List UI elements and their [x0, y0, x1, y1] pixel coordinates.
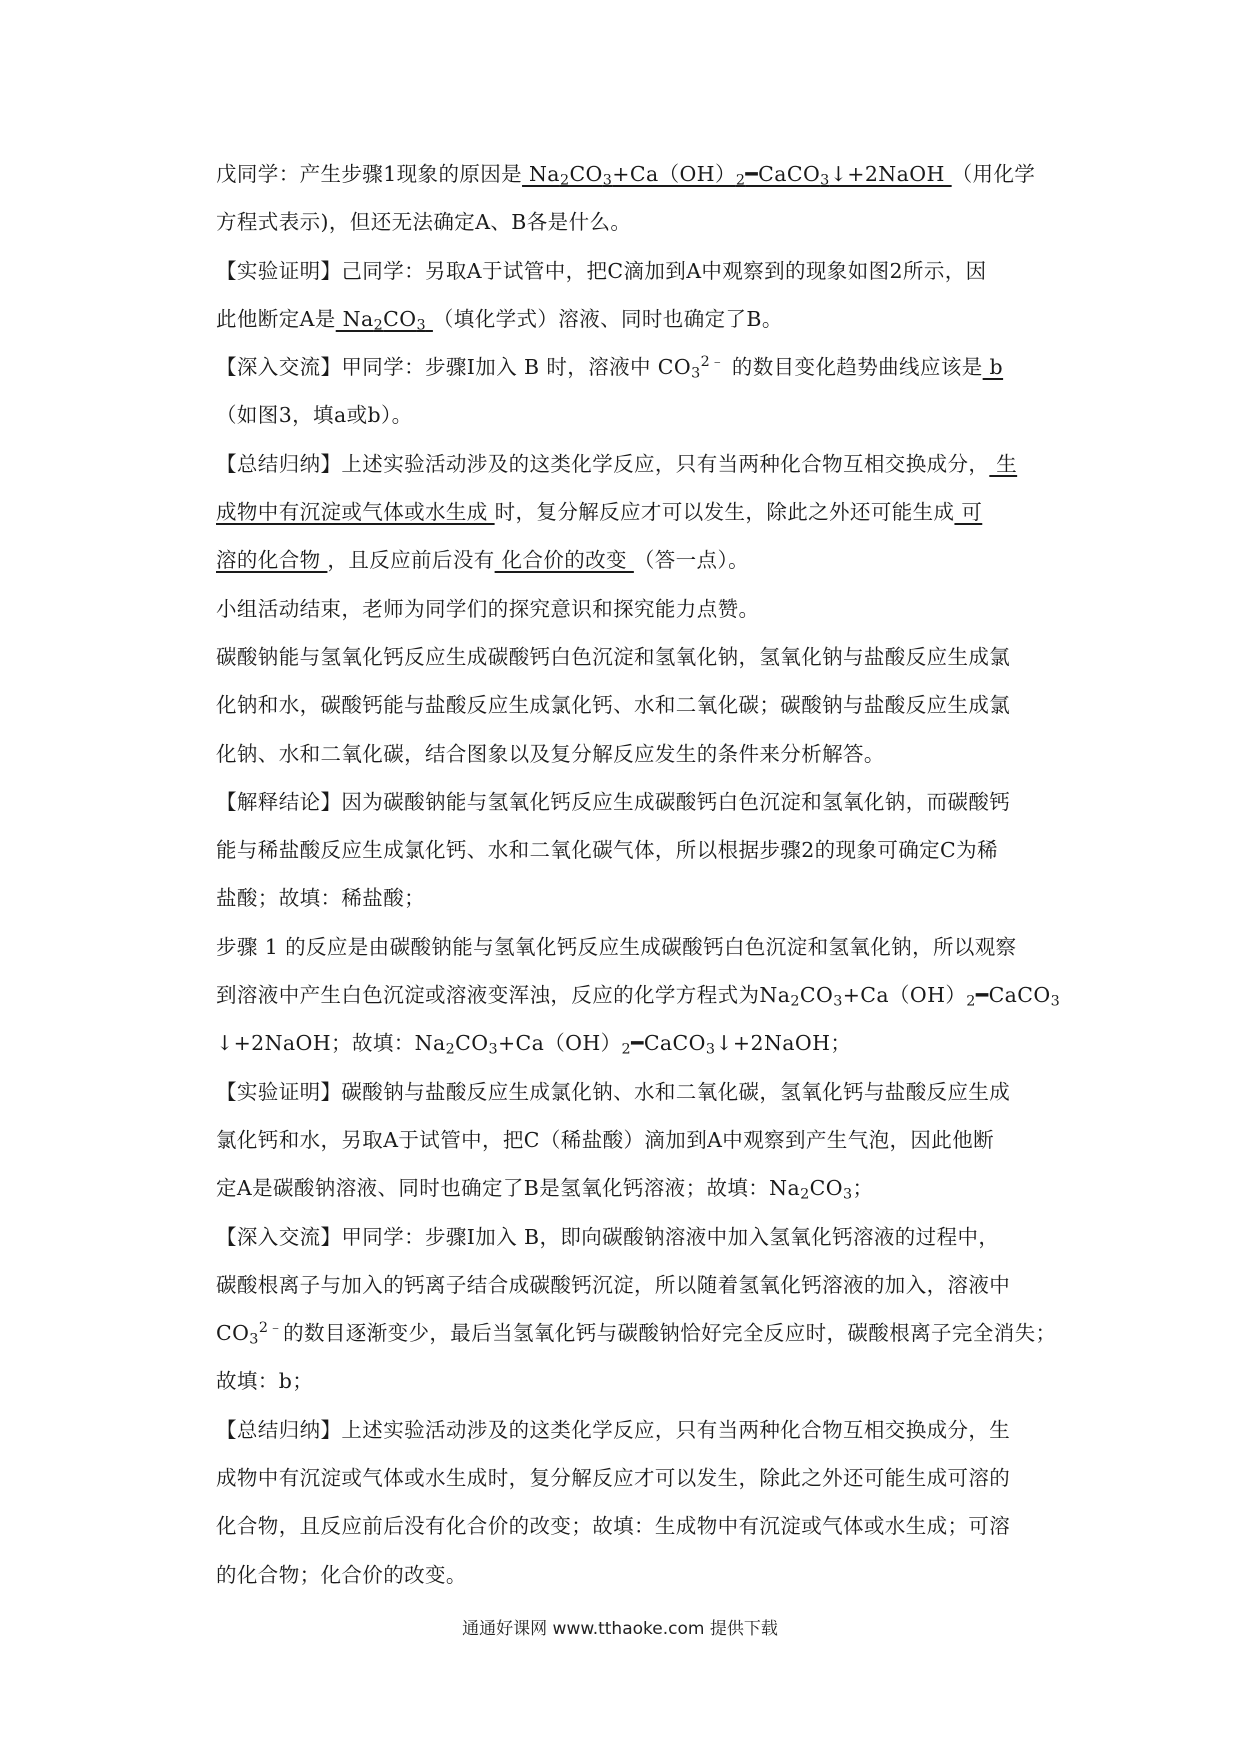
text-line	[216, 150, 1046, 198]
subscript: 3	[602, 172, 613, 189]
text-line	[216, 1357, 1046, 1405]
text-line	[216, 1454, 1046, 1502]
text-segment: 【解释结论】因为碳酸钠能与氢氧化钙反应生成碳酸钙白色沉淀和氢氧化钠，而碳酸钙	[216, 789, 1011, 814]
subscript: 3	[691, 365, 701, 382]
text-line	[216, 923, 1046, 971]
text-segment: ━CaCO	[631, 1031, 706, 1056]
subscript: 2	[966, 993, 976, 1010]
text-line	[216, 585, 1046, 633]
text-segment: 戊同学：产生步骤1现象的原因是	[216, 162, 523, 186]
text-line	[216, 1261, 1046, 1309]
text-line	[216, 1019, 1046, 1067]
subscript: 2	[445, 1041, 456, 1058]
text-segment: CO	[455, 1031, 489, 1056]
text-segment: 碳酸根离子与加入的钙离子结合成碳酸钙沉淀，所以随着氢氧化钙溶液的加入，溶液中	[216, 1272, 1011, 1297]
text-segment: 碳酸钠能与氢氧化钙反应生成碳酸钙白色沉淀和氢氧化钠，氢氧化钠与盐酸反应生成氯	[216, 644, 1011, 669]
text-line	[216, 1116, 1046, 1164]
text-line	[216, 681, 1046, 729]
subscript: 3	[1050, 993, 1061, 1010]
subscript: 2	[790, 993, 800, 1010]
text-segment: 时，复分解反应才可以发生，除此之外还可能生成	[494, 500, 955, 525]
text-segment	[426, 307, 433, 331]
text-line	[216, 1213, 1046, 1261]
text-line	[216, 198, 1046, 246]
text-line	[216, 971, 1061, 1019]
text-segment: CO	[383, 306, 417, 331]
subscript: 3	[842, 1186, 853, 1203]
text-segment: Na	[335, 306, 374, 331]
text-segment: 定A是碳酸钠溶液、同时也确定了B是氢氧化钙溶液；故填：Na	[216, 1176, 801, 1201]
subscript: 2	[800, 1186, 810, 1203]
text-line	[216, 247, 1046, 295]
text-line	[216, 440, 1046, 488]
text-segment: （如图3，填a或b）。	[216, 403, 413, 428]
text-segment: 【总结归纳】上述实验活动涉及的这类化学反应，只有当两种化合物互相交换成分，生	[216, 1417, 1011, 1442]
text-segment: CO	[809, 1176, 843, 1201]
text-line	[216, 1309, 1057, 1357]
text-segment: 成物中有沉淀或气体或水生成时，复分解反应才可以发生，除此之外还可能生成可溶的	[216, 1466, 1011, 1491]
answer-blank: 成物中有沉淀或气体或水生成	[216, 500, 495, 525]
text-segment: 此他断定A是	[216, 306, 336, 331]
text-segment: 故填：b；	[216, 1369, 314, 1394]
text-segment: Na	[522, 162, 560, 186]
text-line	[216, 343, 1046, 391]
text-segment: 【实验证明】己同学：另取A于试管中，把C滴加到A中观察到的现象如图2所示，因	[216, 258, 987, 283]
subscript: 3	[488, 1041, 498, 1058]
subscript: 3	[833, 993, 843, 1010]
text-line	[216, 295, 1046, 343]
text-segment: 方程式表示)，但还无法确定A、B各是什么。	[216, 210, 632, 235]
text-segment: 盐酸；故填：稀盐酸；	[216, 886, 425, 911]
text-line	[216, 1068, 1046, 1116]
answer-blank: 化合价的改变	[494, 548, 634, 573]
answer-blank: 溶的化合物	[216, 548, 328, 573]
answer-blank: b	[982, 355, 1004, 380]
text-segment: 的数目变化趋势曲线应该是	[724, 355, 983, 380]
text-segment: +Ca（OH）	[612, 162, 736, 186]
subscript: 2	[621, 1041, 632, 1058]
text-segment: CO	[216, 1321, 250, 1346]
text-segment: 的化合物；化合价的改变。	[216, 1562, 467, 1587]
superscript: 2﹣	[258, 1320, 284, 1337]
text-line	[216, 778, 1046, 826]
text-segment: ，且反应前后没有	[327, 548, 495, 573]
text-segment: 的数目逐渐变少，最后当氢氧化钙与碳酸钠恰好完全反应时，碳酸根离子完全消失；	[283, 1321, 1057, 1346]
text-line	[216, 488, 1046, 536]
subscript: 2	[559, 172, 570, 189]
text-segment: CO	[569, 162, 603, 186]
text-segment: 【深入交流】甲同学：步骤Ⅰ加入 B 时，溶液中 CO	[216, 355, 692, 380]
answer-blank: 可	[954, 500, 983, 525]
document-body	[216, 150, 1061, 1599]
subscript: 2	[735, 172, 746, 189]
text-line	[216, 874, 1046, 922]
page-footer: 通通好课网 www.tthaoke.com 提供下载	[462, 1619, 778, 1639]
text-line	[216, 536, 1046, 584]
text-line	[216, 730, 1046, 778]
text-line	[216, 1164, 1046, 1212]
text-line	[216, 1502, 1046, 1550]
answer-blank	[522, 162, 952, 189]
text-segment: 小组活动结束，老师为同学们的探究意识和探究能力点赞。	[216, 596, 760, 621]
text-segment: 化钠和水，碳酸钙能与盐酸反应生成氯化钙、水和二氧化碳；碳酸钠与盐酸反应生成氯	[216, 693, 1011, 718]
text-line	[216, 633, 1046, 681]
answer-blank	[335, 306, 433, 334]
text-segment: 到溶液中产生白色沉淀或溶液变浑浊，反应的化学方程式为Na	[216, 983, 791, 1008]
text-segment: 能与稀盐酸反应生成氯化钙、水和二氧化碳气体，所以根据步骤2的现象可确定C为稀	[216, 838, 998, 863]
text-segment: ━CaCO	[975, 983, 1051, 1008]
text-segment: （用化学	[951, 162, 1036, 186]
text-line	[216, 391, 1046, 439]
text-segment: （答一点）。	[633, 548, 750, 573]
answer-blank: 生	[989, 451, 1018, 476]
text-line	[216, 1406, 1046, 1454]
text-line	[216, 826, 1046, 874]
text-segment: 步骤 1 的反应是由碳酸钠能与氢氧化钙反应生成碳酸钙白色沉淀和氢氧化钠，所以观察	[216, 934, 1017, 959]
subscript: 3	[705, 1041, 716, 1058]
text-segment: 【实验证明】碳酸钠与盐酸反应生成氯化钠、水和二氧化碳，氢氧化钙与盐酸反应生成	[216, 1079, 1011, 1104]
text-segment: ↓+2NaOH；	[715, 1031, 852, 1056]
subscript: 3	[249, 1331, 259, 1348]
subscript: 3	[820, 172, 830, 189]
text-segment: ↓+2NaOH；故填：Na	[216, 1031, 446, 1056]
subscript: 2	[373, 317, 384, 334]
text-segment: ━CaCO	[745, 162, 821, 186]
text-segment: （填化学式）溶液、同时也确定了B。	[432, 306, 783, 331]
text-segment: 化合物，且反应前后没有化合价的改变；故填：生成物中有沉淀或气体或水生成；可溶	[216, 1514, 1011, 1539]
subscript: 3	[416, 317, 426, 334]
text-segment: 氯化钙和水，另取A于试管中，把C（稀盐酸）滴加到A中观察到产生气泡，因此他断	[216, 1127, 994, 1152]
text-segment: CO	[799, 983, 834, 1008]
superscript: 2﹣	[700, 354, 725, 371]
text-segment: +Ca（OH）	[497, 1031, 622, 1056]
text-segment: 【总结归纳】上述实验活动涉及的这类化学反应，只有当两种化合物互相交换成分，	[216, 451, 990, 476]
text-segment: ↓+2NaOH	[829, 162, 952, 186]
text-segment: ；	[852, 1176, 874, 1201]
text-segment: 【深入交流】甲同学：步骤Ⅰ加入 B，即向碳酸钠溶液中加入氢氧化钙溶液的过程中，	[216, 1224, 1000, 1249]
text-segment: +Ca（OH）	[842, 983, 967, 1008]
text-segment: 化钠、水和二氧化碳，结合图象以及复分解反应发生的条件来分析解答。	[216, 741, 885, 766]
text-line	[216, 1551, 1046, 1599]
